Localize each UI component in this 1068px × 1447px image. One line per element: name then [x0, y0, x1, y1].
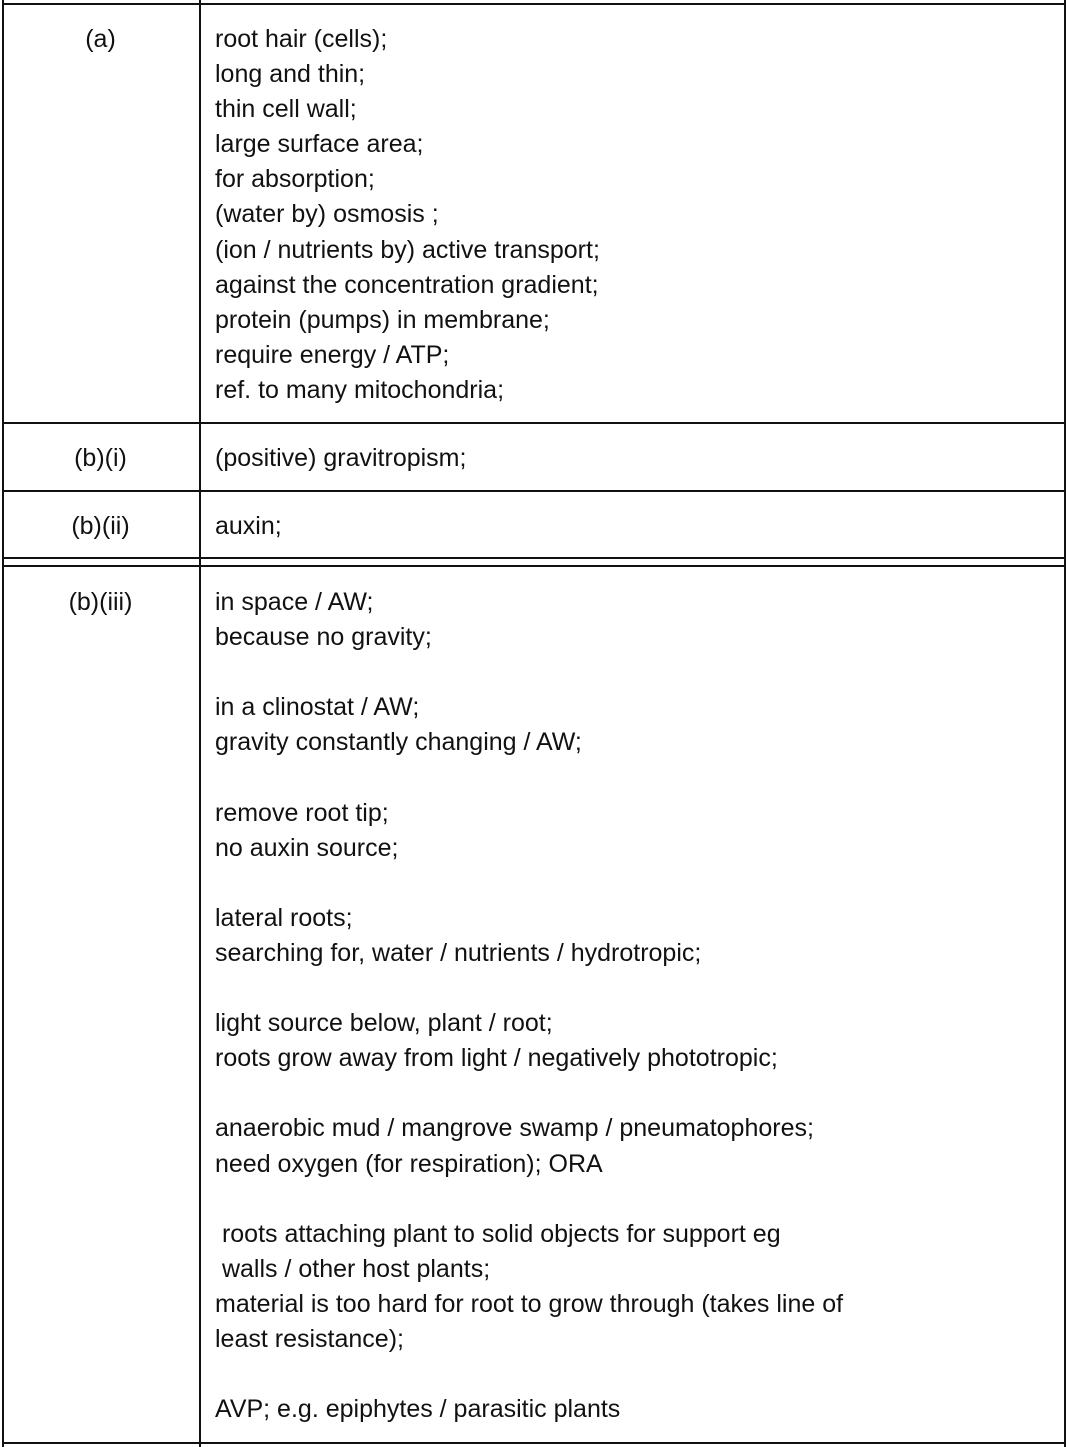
answer-line: in space / AW; — [215, 588, 374, 616]
table-right-border — [1064, 0, 1066, 1447]
row-divider — [2, 565, 1066, 567]
answer-line: walls / other host plants; — [215, 1254, 491, 1283]
question-label-b-ii: (b)(ii) — [71, 512, 130, 540]
answer-line: long and thin; — [215, 60, 366, 89]
line-gap — [215, 1076, 1008, 1111]
column-divider — [199, 0, 201, 1447]
answer-line: because no gravity; — [215, 623, 432, 652]
answer-line: anaerobic mud / mangrove swamp / pneumatophores; — [215, 1114, 814, 1143]
answer-line: against the concentration gradient; — [215, 270, 599, 299]
row-divider — [2, 422, 1066, 424]
answer-line: (ion / nutrients by) active transport; — [215, 235, 600, 264]
answer-cell-b-ii — [215, 509, 1008, 544]
answer-line: large surface area; — [215, 130, 424, 159]
answer-cell-a — [215, 22, 1008, 408]
answer-line: thin cell wall; — [215, 95, 357, 124]
row-divider — [2, 557, 1066, 559]
question-label-b-iii: (b)(iii) — [68, 588, 133, 616]
question-label-a: (a) — [85, 25, 116, 53]
answer-line: need oxygen (for respiration); ORA — [215, 1149, 603, 1178]
answer-line: searching for, water / nutrients / hydrotropic; — [215, 938, 702, 967]
answer-cell-b-i — [215, 441, 1008, 476]
answer-line: (positive) gravitropism; — [215, 444, 467, 472]
answer-line: for absorption; — [215, 165, 375, 194]
line-gap — [215, 655, 1008, 690]
table-left-border — [2, 0, 4, 1447]
line-gap — [215, 866, 1008, 901]
answer-line: remove root tip; — [215, 798, 389, 827]
line-gap — [215, 760, 1008, 795]
table-bottom-border — [2, 1442, 1066, 1444]
answer-line: AVP; e.g. epiphytes / parasitic plants — [215, 1395, 621, 1424]
line-gap — [215, 1182, 1008, 1217]
answer-line: light source below, plant / root; — [215, 1009, 553, 1038]
answer-line: auxin; — [215, 512, 282, 540]
answer-line: no auxin source; — [215, 833, 399, 862]
answer-line: in a clinostat / AW; — [215, 693, 420, 722]
answer-line: roots grow away from light / negatively phototropic; — [215, 1044, 778, 1073]
table-top-border — [2, 3, 1066, 5]
answer-line: ref. to many mitochondria; — [215, 375, 505, 404]
line-gap — [215, 1357, 1008, 1392]
answer-line: gravity constantly changing / AW; — [215, 728, 582, 757]
answer-line: roots attaching plant to solid objects for support eg — [215, 1219, 781, 1248]
answer-line: lateral roots; — [215, 903, 353, 932]
question-label-b-i: (b)(i) — [74, 444, 127, 472]
answer-line: root hair (cells); — [215, 25, 388, 53]
answer-line: protein (pumps) in membrane; — [215, 305, 550, 334]
row-divider — [2, 490, 1066, 492]
answer-line: (water by) osmosis ; — [215, 200, 439, 229]
line-gap — [215, 971, 1008, 1006]
answer-line: material is too hard for root to grow through (takes line of — [215, 1289, 844, 1318]
answer-line: least resistance); — [215, 1324, 404, 1353]
answer-line: require energy / ATP; — [215, 340, 450, 369]
answer-cell-b-iii — [215, 585, 1008, 1427]
